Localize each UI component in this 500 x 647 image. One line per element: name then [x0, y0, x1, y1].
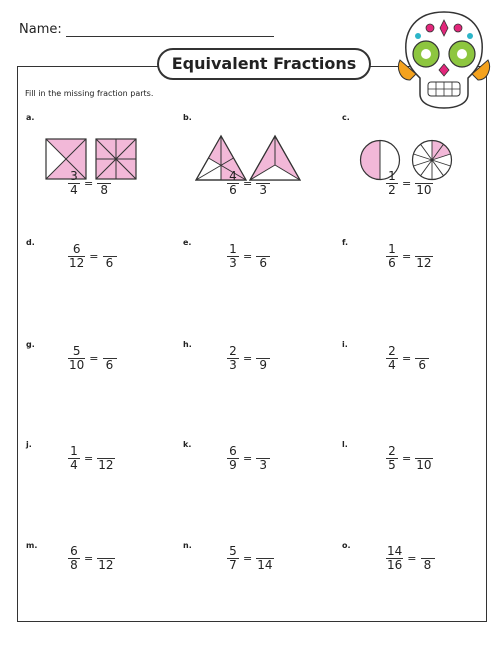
worksheet-title: Equivalent Fractions — [157, 48, 371, 80]
problem-label: g. — [26, 340, 35, 349]
answer-numerator-blank[interactable] — [256, 345, 270, 358]
fraction-equation — [386, 445, 433, 472]
equals-sign: = — [243, 552, 253, 565]
answer-fraction — [256, 170, 270, 197]
given-denominator: 3 — [229, 256, 237, 270]
answer-denominator: 9 — [259, 358, 268, 372]
given-denominator: 5 — [388, 458, 396, 472]
name-label: Name: — [19, 22, 62, 37]
fraction-equation — [227, 445, 270, 472]
answer-fraction — [256, 545, 273, 572]
given-numerator: 6 — [229, 444, 237, 458]
equals-sign: = — [243, 250, 253, 263]
answer-numerator-blank[interactable] — [421, 545, 435, 558]
answer-denominator: 6 — [105, 256, 114, 270]
answer-numerator-blank[interactable] — [103, 345, 117, 358]
equals-sign: = — [402, 352, 412, 365]
answer-denominator: 14 — [257, 558, 273, 572]
given-numerator: 6 — [72, 242, 81, 256]
problem-label: e. — [183, 238, 192, 247]
answer-fraction — [256, 345, 270, 372]
problem-label: n. — [183, 541, 192, 550]
answer-numerator-blank[interactable] — [99, 445, 113, 458]
answer-denominator: 3 — [259, 458, 268, 472]
answer-denominator: 10 — [416, 458, 432, 472]
given-fraction — [227, 545, 239, 572]
problem-label: a. — [26, 113, 35, 122]
given-numerator: 5 — [72, 344, 81, 358]
given-denominator: 2 — [388, 183, 396, 197]
answer-numerator-blank[interactable] — [415, 345, 429, 358]
given-denominator: 12 — [69, 256, 85, 270]
given-denominator: 4 — [388, 358, 396, 372]
answer-fraction — [256, 243, 270, 270]
fraction-equation — [68, 345, 117, 372]
given-denominator: 10 — [69, 358, 85, 372]
sugar-skull-icon — [396, 8, 492, 112]
given-numerator: 1 — [70, 444, 78, 458]
given-denominator: 16 — [387, 558, 403, 572]
fraction-equation — [386, 545, 435, 572]
problem-label: c. — [342, 113, 350, 122]
given-numerator: 3 — [70, 169, 78, 183]
equals-sign: = — [84, 177, 94, 190]
fraction-equation — [386, 243, 433, 270]
answer-numerator-blank[interactable] — [256, 445, 270, 458]
given-numerator: 4 — [229, 169, 237, 183]
answer-fraction — [256, 445, 270, 472]
answer-denominator: 8 — [423, 558, 432, 572]
equals-sign: = — [402, 177, 412, 190]
given-denominator: 6 — [229, 183, 237, 197]
given-fraction — [386, 345, 398, 372]
problem-label: i. — [342, 340, 348, 349]
given-fraction — [227, 243, 239, 270]
given-fraction — [386, 545, 403, 572]
given-fraction — [68, 445, 80, 472]
given-numerator: 5 — [229, 544, 237, 558]
answer-numerator-blank[interactable] — [256, 243, 270, 256]
given-denominator: 3 — [229, 358, 237, 372]
equals-sign: = — [407, 552, 417, 565]
fraction-equation — [68, 545, 115, 572]
answer-denominator: 10 — [416, 183, 432, 197]
problem-label: k. — [183, 440, 192, 449]
given-denominator: 7 — [229, 558, 237, 572]
given-fraction — [68, 545, 80, 572]
equals-sign: = — [84, 452, 94, 465]
equals-sign: = — [89, 250, 99, 263]
fraction-equation — [68, 243, 117, 270]
answer-fraction — [415, 243, 432, 270]
answer-numerator-blank[interactable] — [103, 243, 117, 256]
answer-numerator-blank[interactable] — [417, 243, 431, 256]
answer-denominator: 12 — [98, 558, 114, 572]
problem-label: b. — [183, 113, 192, 122]
given-denominator: 9 — [229, 458, 237, 472]
answer-numerator-blank[interactable] — [417, 445, 431, 458]
equals-sign: = — [243, 352, 253, 365]
answer-numerator-blank[interactable] — [99, 545, 113, 558]
given-denominator: 6 — [388, 256, 396, 270]
equals-sign: = — [84, 552, 94, 565]
answer-denominator: 6 — [259, 256, 268, 270]
given-numerator: 2 — [388, 444, 396, 458]
problem-label: d. — [26, 238, 35, 247]
given-numerator: 14 — [387, 544, 403, 558]
given-numerator: 1 — [388, 242, 396, 256]
answer-denominator: 12 — [416, 256, 432, 270]
answer-fraction — [415, 170, 432, 197]
given-fraction — [227, 170, 239, 197]
given-fraction — [68, 170, 80, 197]
answer-denominator: 3 — [259, 183, 268, 197]
answer-denominator: 6 — [105, 358, 114, 372]
equals-sign: = — [402, 250, 412, 263]
fraction-equation — [227, 545, 274, 572]
given-numerator: 2 — [388, 344, 396, 358]
answer-numerator-blank[interactable] — [256, 170, 270, 183]
fraction-equation — [386, 170, 433, 197]
given-fraction — [386, 445, 398, 472]
given-denominator: 4 — [70, 183, 78, 197]
given-fraction — [227, 345, 239, 372]
fraction-equation — [68, 170, 111, 197]
answer-fraction — [97, 170, 111, 197]
fraction-equation — [227, 345, 270, 372]
problem-label: m. — [26, 541, 38, 550]
given-fraction — [68, 345, 85, 372]
fraction-equation — [227, 243, 270, 270]
answer-numerator-blank[interactable] — [417, 170, 431, 183]
problem-label: o. — [342, 541, 351, 550]
fraction-equation — [386, 345, 429, 372]
answer-fraction — [415, 345, 429, 372]
answer-fraction — [97, 545, 114, 572]
problem-label: f. — [342, 238, 349, 247]
given-fraction — [68, 243, 85, 270]
given-numerator: 1 — [388, 169, 396, 183]
given-denominator: 4 — [70, 458, 78, 472]
instructions: Fill in the missing fraction parts. — [25, 89, 154, 98]
name-field[interactable] — [66, 36, 274, 37]
equals-sign: = — [402, 452, 412, 465]
given-numerator: 1 — [229, 242, 237, 256]
problem-label: h. — [183, 340, 192, 349]
given-numerator: 2 — [229, 344, 237, 358]
equals-sign: = — [89, 352, 99, 365]
answer-fraction — [415, 445, 432, 472]
answer-denominator: 8 — [100, 183, 109, 197]
answer-fraction — [103, 243, 117, 270]
answer-numerator-blank[interactable] — [258, 545, 272, 558]
equals-sign: = — [243, 177, 253, 190]
answer-denominator: 6 — [418, 358, 427, 372]
equals-sign: = — [243, 452, 253, 465]
answer-fraction — [421, 545, 435, 572]
given-fraction — [227, 445, 239, 472]
given-fraction — [386, 170, 398, 197]
given-fraction — [386, 243, 398, 270]
given-numerator: 6 — [70, 544, 78, 558]
problem-label: l. — [342, 440, 348, 449]
given-denominator: 8 — [70, 558, 78, 572]
answer-fraction — [97, 445, 114, 472]
answer-numerator-blank[interactable] — [97, 170, 111, 183]
answer-denominator: 12 — [98, 458, 114, 472]
fraction-equation — [68, 445, 115, 472]
problem-label: j. — [26, 440, 32, 449]
fraction-equation — [227, 170, 270, 197]
answer-fraction — [103, 345, 117, 372]
